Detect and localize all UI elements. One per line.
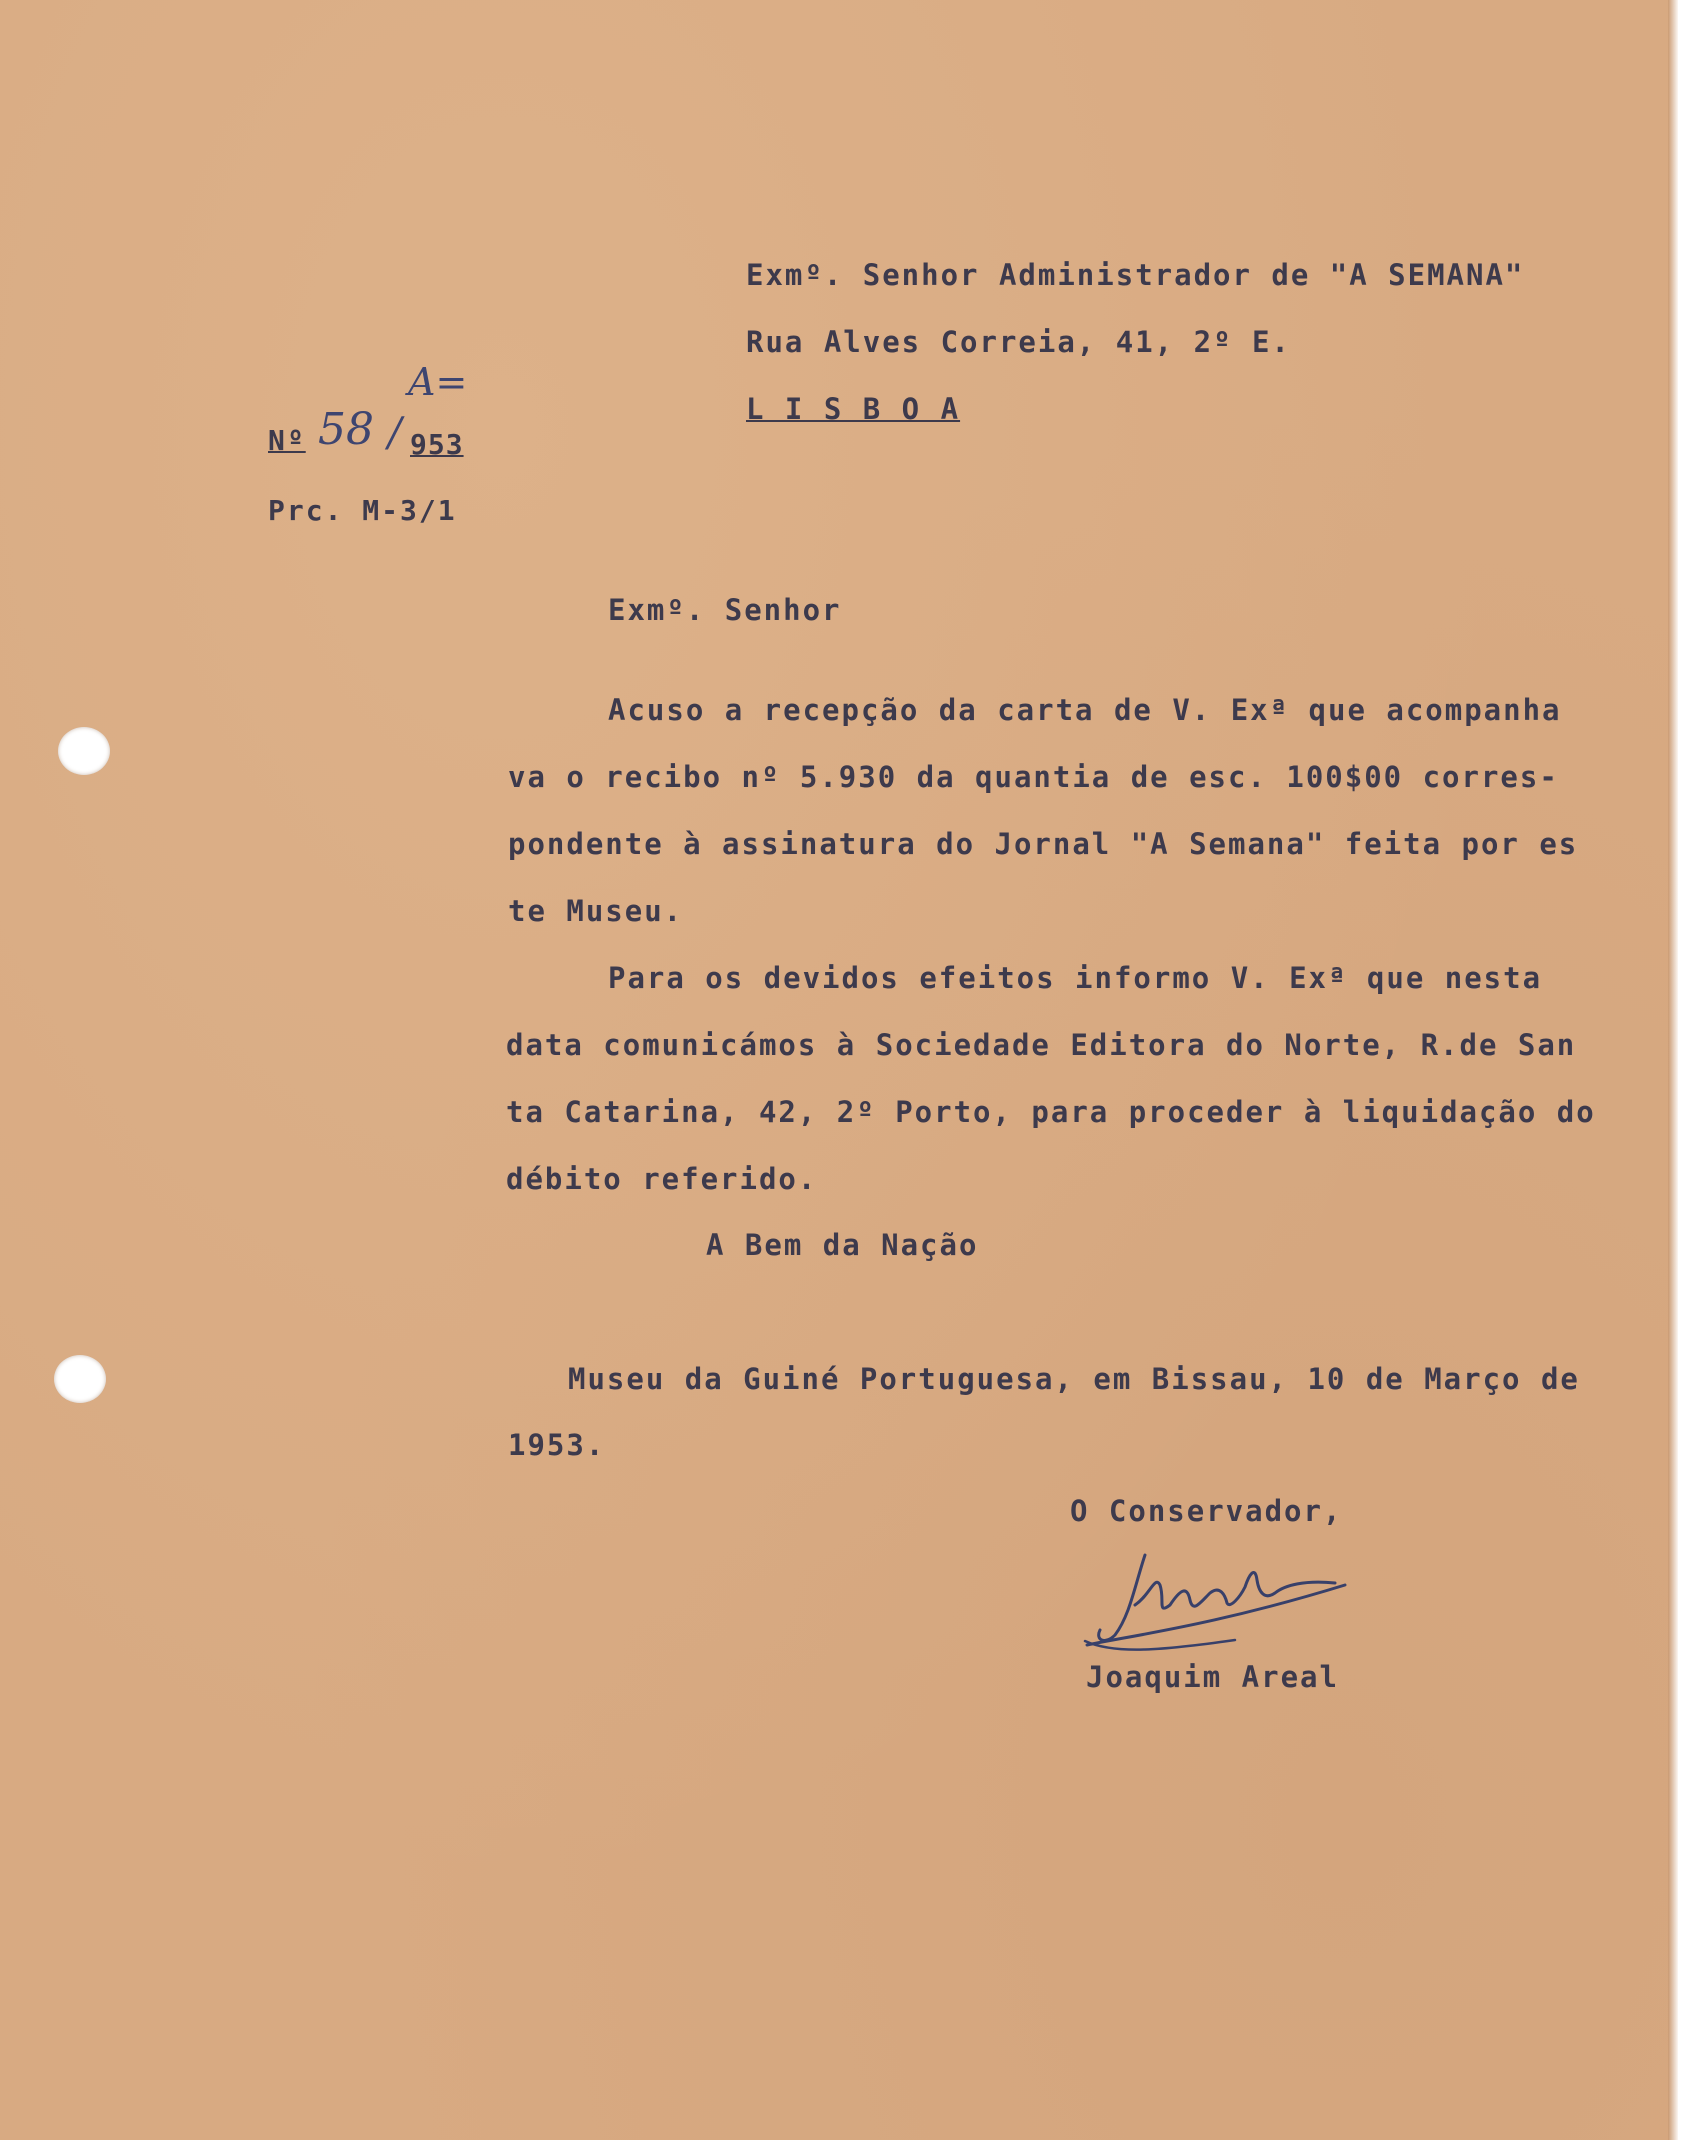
reference-handwritten-number: 58 xyxy=(318,404,374,455)
paragraph-1-line-4: te Museu. xyxy=(508,894,684,928)
salutation: Exmº. Senhor xyxy=(608,593,842,627)
recipient-city: L I S B O A xyxy=(746,392,961,426)
page-edge xyxy=(1668,0,1678,2140)
place-date-line-1: Museu da Guiné Portuguesa, em Bissau, 10 de Março de xyxy=(568,1362,1580,1396)
closing-formula: A Bem da Nação xyxy=(706,1228,979,1262)
reference-annotation: A= xyxy=(408,360,468,404)
recipient-line-1: Exmº. Senhor Administrador de "A SEMANA" xyxy=(746,258,1525,292)
process-reference: Prc. M-3/1 xyxy=(268,494,457,527)
place-date-line-2: 1953. xyxy=(508,1428,606,1462)
paragraph-1-line-2: va o recibo nº 5.930 da quantia de esc. 100$00 corres- xyxy=(508,760,1559,794)
punch-hole xyxy=(54,1355,106,1403)
recipient-line-2: Rua Alves Correia, 41, 2º E. xyxy=(746,325,1291,359)
reference-number-prefix: Nº xyxy=(268,424,306,457)
paragraph-2-line-3: ta Catarina, 42, 2º Porto, para proceder à liquidação do xyxy=(506,1095,1596,1129)
paragraph-2-line-4: débito referido. xyxy=(506,1162,818,1196)
signatory-name: Joaquim Areal xyxy=(1086,1660,1339,1694)
paragraph-2-line-2: data comunicámos à Sociedade Editora do Norte, R.de San xyxy=(506,1028,1577,1062)
paragraph-1-line-1: Acuso a recepção da carta de V. Exª que acompanha xyxy=(608,693,1562,727)
signatory-title: O Conservador, xyxy=(1070,1494,1343,1528)
paragraph-1-line-3: pondente à assinatura do Jornal "A Semana" feita por es xyxy=(508,827,1579,861)
reference-slash: / xyxy=(388,410,402,456)
reference-year: 953 xyxy=(410,428,464,461)
handwritten-signature xyxy=(1075,1545,1355,1665)
paragraph-2-line-1: Para os devidos efeitos informo V. Exª que nesta xyxy=(608,961,1543,995)
punch-hole xyxy=(58,727,110,775)
